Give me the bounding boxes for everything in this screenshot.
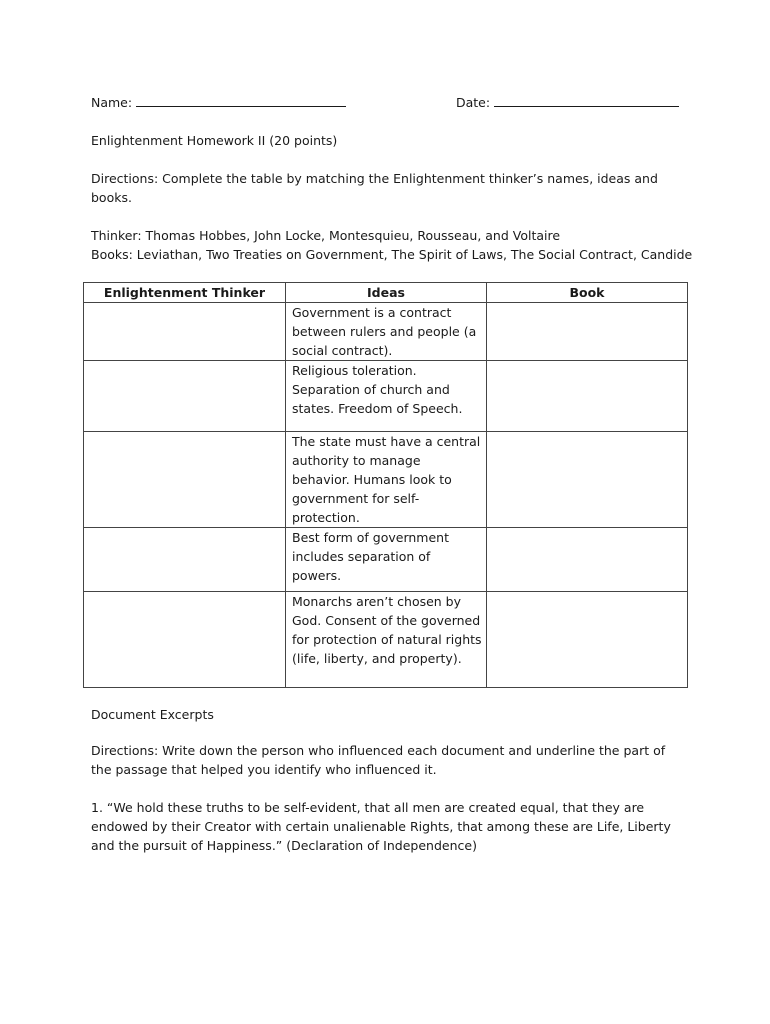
idea-cell: Monarchs aren’t chosen by God. Consent of the governed for protection of natural rights (life, liberty, and property). — [286, 592, 487, 688]
thinker-cell[interactable] — [84, 528, 286, 592]
table-header-row — [84, 283, 688, 303]
book-cell[interactable] — [487, 303, 688, 361]
name-blank[interactable] — [136, 93, 346, 107]
idea-cell: Religious toleration. Separation of church and states. Freedom of Speech. — [286, 361, 487, 432]
table-row — [84, 303, 688, 361]
matching-table — [83, 282, 688, 688]
idea-cell: Government is a contract between rulers and people (a social contract). — [286, 303, 487, 361]
table-row — [84, 528, 688, 592]
table-row — [84, 361, 688, 432]
book-list: Books: Leviathan, Two Treaties on Government, The Spirit of Laws, The Social Contract, Candide — [91, 247, 693, 262]
name-field — [91, 93, 346, 112]
page-title: Enlightenment Homework II (20 points) — [91, 133, 338, 148]
table-directions: Directions: Complete the table by matching the Enlightenment thinker’s names, ideas and books. — [91, 171, 658, 205]
date-blank[interactable] — [494, 93, 679, 107]
thinker-cell[interactable] — [84, 432, 286, 528]
thinker-cell[interactable] — [84, 303, 286, 361]
excerpts-heading: Document Excerpts — [91, 707, 214, 722]
excerpts-directions: Directions: Write down the person who influenced each document and underline the part of the passage that helped you identify who influenced it. — [91, 743, 666, 777]
name-label: Name: — [91, 95, 133, 110]
date-field — [456, 93, 679, 112]
idea-cell: Best form of government includes separation of powers. — [286, 528, 487, 592]
idea-cell: The state must have a central authority to manage behavior. Humans look to government for self-protection. — [286, 432, 487, 528]
column-header-book: Book — [487, 283, 688, 303]
book-cell[interactable] — [487, 361, 688, 432]
column-header-thinker: Enlightenment Thinker — [84, 283, 286, 303]
thinker-cell[interactable] — [84, 361, 286, 432]
book-cell[interactable] — [487, 592, 688, 688]
date-label: Date: — [456, 95, 491, 110]
thinker-list: Thinker: Thomas Hobbes, John Locke, Montesquieu, Rousseau, and Voltaire — [91, 228, 561, 243]
column-header-ideas: Ideas — [286, 283, 487, 303]
thinker-cell[interactable] — [84, 592, 286, 688]
excerpt-item: 1. “We hold these truths to be self-evident, that all men are created equal, that they are endowed by their Creator with certain unalienable Rights, that among these are Life, Liberty and the pursuit of Happiness.” (Declaration of Independence) — [91, 800, 671, 853]
book-cell[interactable] — [487, 432, 688, 528]
table-row — [84, 432, 688, 528]
book-cell[interactable] — [487, 528, 688, 592]
table-row — [84, 592, 688, 688]
